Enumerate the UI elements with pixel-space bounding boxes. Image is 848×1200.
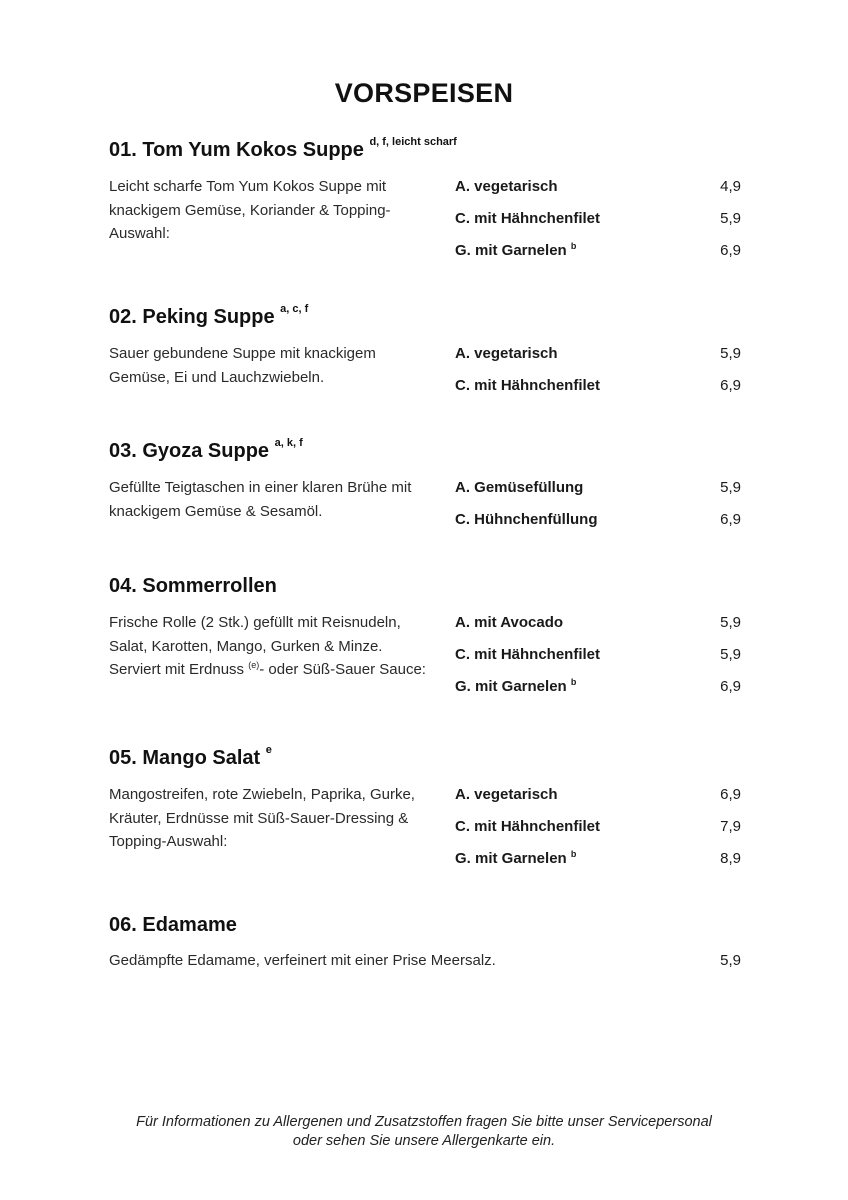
- option-label: G. mit Garnelen $^b$: [455, 241, 577, 259]
- option-row: [455, 645, 741, 677]
- option-price: 5,9: [720, 646, 741, 663]
- menu-item-gyoza-suppe: [109, 437, 741, 528]
- item-title: 04. Sommerrollen: [109, 575, 277, 597]
- item-description: Gefüllte Teigtaschen in einer klaren Brühe mit knackigem Gemüse & Sesamöl.: [109, 479, 412, 520]
- item-title: 03. Gyoza Suppe $^{a, k, f}$: [109, 437, 303, 462]
- option-price: 7,9: [720, 818, 741, 835]
- allergen-codes: d, f, leicht scharf: [369, 136, 457, 149]
- option-row: [455, 241, 741, 273]
- option-price: 5,9: [720, 479, 741, 496]
- option-row: [455, 209, 741, 241]
- option-price: 6,9: [720, 786, 741, 803]
- option-row: [455, 510, 741, 542]
- option-row: [455, 613, 741, 645]
- option-label: A. vegetarisch: [455, 786, 558, 803]
- option-price: 4,9: [720, 178, 741, 195]
- item-title: 02. Peking Suppe $^{a, c, f}$: [109, 303, 309, 328]
- item-description: Frische Rolle (2 Stk.) gefüllt mit Reisnudeln, Salat, Karotten, Mango, Gurken & Minze. Serviert mit Erdnuss $^{(e)}$- oder Süß-Sauer Sauce:: [109, 614, 426, 678]
- option-row: [455, 344, 741, 376]
- option-label: A. mit Avocado: [455, 614, 564, 631]
- option-label: C. mit Hähnchenfilet: [455, 377, 601, 394]
- item-price: 5,9: [720, 952, 741, 969]
- option-label: G. mit Garnelen $^b$: [455, 849, 577, 867]
- item-options: [455, 177, 741, 273]
- option-row: [455, 849, 741, 881]
- option-price: 6,9: [720, 242, 741, 259]
- menu-item-mango-salat: [109, 744, 741, 867]
- option-label: A. Gemüsefüllung: [455, 479, 584, 496]
- allergen-codes: a, k, f: [274, 437, 303, 450]
- option-row: [455, 817, 741, 849]
- option-price: 6,9: [720, 511, 741, 528]
- option-label: A. vegetarisch: [455, 178, 558, 195]
- option-price: 5,9: [720, 345, 741, 362]
- allergen-code: b: [570, 241, 577, 251]
- allergen-code: b: [570, 677, 577, 687]
- item-title: 05. Mango Salat $^e$: [109, 744, 272, 769]
- allergen-code: b: [570, 849, 577, 859]
- allergen-code: (e): [248, 660, 260, 670]
- option-price: 5,9: [720, 614, 741, 631]
- item-description: Gedämpfte Edamame, verfeinert mit einer Prise Meersalz.: [109, 952, 496, 969]
- option-label: C. mit Hähnchenfilet: [455, 210, 601, 227]
- option-price: 6,9: [720, 377, 741, 394]
- item-title: 06. Edamame: [109, 914, 237, 936]
- item-description: Sauer gebundene Suppe mit knackigem Gemüse, Ei und Lauchzwiebeln.: [109, 345, 376, 386]
- item-options: [455, 613, 741, 709]
- menu-item-peking-suppe: [109, 303, 741, 394]
- option-row: [455, 677, 741, 709]
- item-description: Leicht scharfe Tom Yum Kokos Suppe mit knackigem Gemüse, Koriander & Topping-Auswahl:: [109, 178, 391, 242]
- option-price: 5,9: [720, 210, 741, 227]
- item-options: [455, 344, 741, 408]
- option-row: [455, 478, 741, 510]
- item-options: [455, 785, 741, 881]
- option-price: 6,9: [720, 678, 741, 695]
- allergen-codes: a, c, f: [280, 303, 309, 316]
- option-label: C. Hühnchenfüllung: [455, 511, 598, 528]
- option-label: A. vegetarisch: [455, 345, 558, 362]
- item-description: Mangostreifen, rote Zwiebeln, Paprika, Gurke, Kräuter, Erdnüsse mit Süß-Sauer-Dressing & Topping-Auswahl:: [109, 786, 415, 850]
- menu-item-sommerrollen: [109, 574, 741, 695]
- option-row: [455, 785, 741, 817]
- item-title: 01. Tom Yum Kokos Suppe $^{d, f, leicht scharf}$: [109, 136, 457, 161]
- menu-item-edamame: [109, 913, 741, 969]
- allergen-codes: e: [265, 744, 272, 757]
- item-options: [455, 478, 741, 542]
- option-row: [455, 376, 741, 408]
- menu-item-tom-yum: [109, 136, 741, 259]
- option-row: [455, 177, 741, 209]
- option-label: C. mit Hähnchenfilet: [455, 818, 601, 835]
- option-label: G. mit Garnelen $^b$: [455, 677, 577, 695]
- option-label: C. mit Hähnchenfilet: [455, 646, 601, 663]
- allergen-footer-note: Für Informationen zu Allergenen und Zusatzstoffen fragen Sie bitte unser Servicepersonal oder sehen Sie unsere Allergenkarte ein.: [136, 1114, 712, 1149]
- page-title: VORSPEISEN: [334, 78, 514, 108]
- option-price: 8,9: [720, 850, 741, 867]
